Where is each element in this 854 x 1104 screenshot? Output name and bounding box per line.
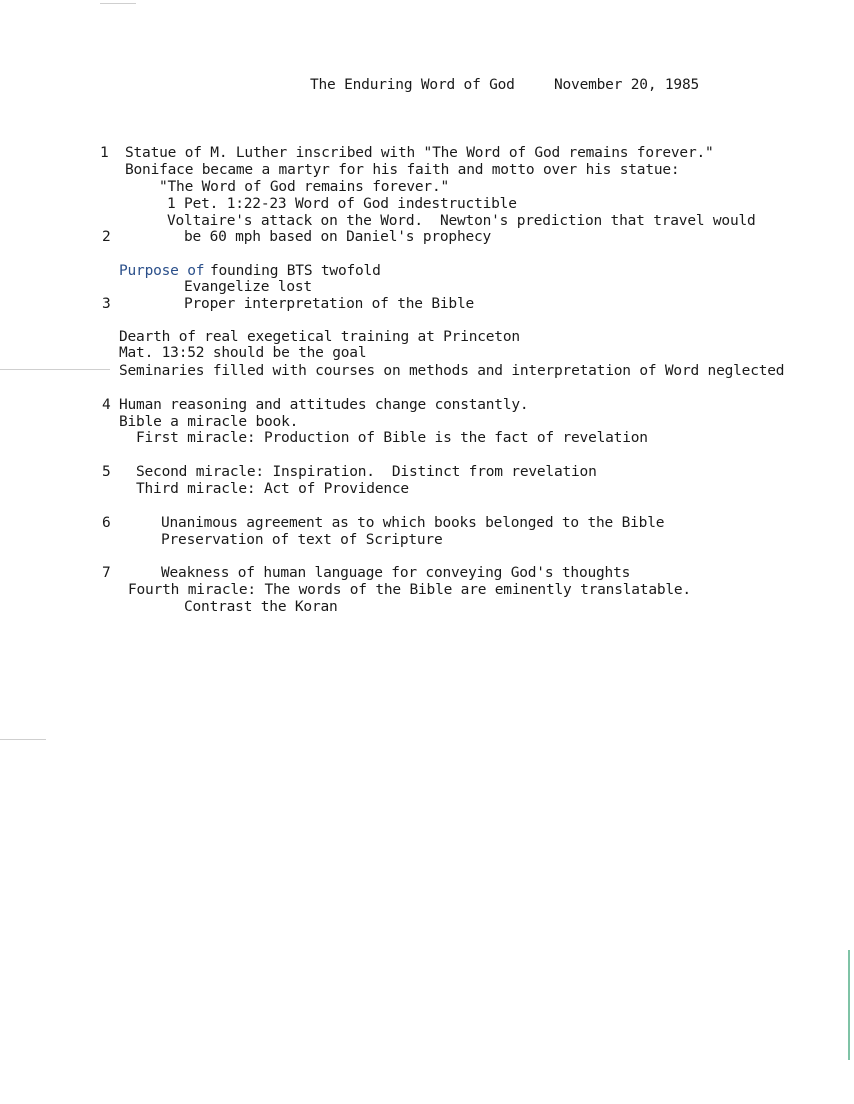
- text-line-highlighted: Purpose of: [119, 263, 205, 279]
- section-number-5: 5: [102, 464, 111, 480]
- document-title: The Enduring Word of God: [310, 77, 515, 93]
- text-line: Evangelize lost: [184, 279, 312, 295]
- text-line: Unanimous agreement as to which books belonged to the Bible: [161, 515, 665, 531]
- text-line: Bible a miracle book.: [119, 414, 299, 430]
- text-line: Seminaries filled with courses on methods and interpretation of Word neglected: [119, 363, 785, 379]
- scan-mark-left: [0, 739, 46, 740]
- text-line: Fourth miracle: The words of the Bible are eminently translatable.: [128, 582, 691, 598]
- text-line: Third miracle: Act of Providence: [136, 481, 409, 497]
- scan-mark-mid: [0, 369, 110, 370]
- text-line: First miracle: Production of Bible is the fact of revelation: [136, 430, 648, 446]
- section-number-7: 7: [102, 565, 111, 581]
- text-line: Dearth of real exegetical training at Princeton: [119, 329, 520, 345]
- text-line: "The Word of God remains forever.": [159, 179, 450, 195]
- text-line: Statue of M. Luther inscribed with "The Word of God remains forever.": [125, 145, 714, 161]
- section-number-1: 1: [100, 145, 109, 161]
- text-line: Boniface became a martyr for his faith and motto over his statue:: [125, 162, 680, 178]
- text-line: Second miracle: Inspiration. Distinct from revelation: [136, 464, 597, 480]
- section-number-3: 3: [102, 296, 111, 312]
- scan-edge-right: [848, 950, 850, 1060]
- text-line: 1 Pet. 1:22-23 Word of God indestructible: [167, 196, 517, 212]
- text-line: Voltaire's attack on the Word. Newton's prediction that travel would: [167, 213, 756, 229]
- scan-mark-top: [100, 3, 136, 4]
- text-line: be 60 mph based on Daniel's prophecy: [184, 229, 492, 245]
- text-line: Proper interpretation of the Bible: [184, 296, 475, 312]
- text-line: founding BTS twofold: [210, 263, 381, 279]
- text-line: Contrast the Koran: [184, 599, 338, 615]
- text-line: Preservation of text of Scripture: [161, 532, 443, 548]
- section-number-4: 4: [102, 397, 111, 413]
- text-line: Weakness of human language for conveying God's thoughts: [161, 565, 631, 581]
- section-number-6: 6: [102, 515, 111, 531]
- document-date: November 20, 1985: [554, 77, 700, 93]
- text-line: Human reasoning and attitudes change constantly.: [119, 397, 529, 413]
- section-number-2: 2: [102, 229, 111, 245]
- text-line: Mat. 13:52 should be the goal: [119, 345, 367, 361]
